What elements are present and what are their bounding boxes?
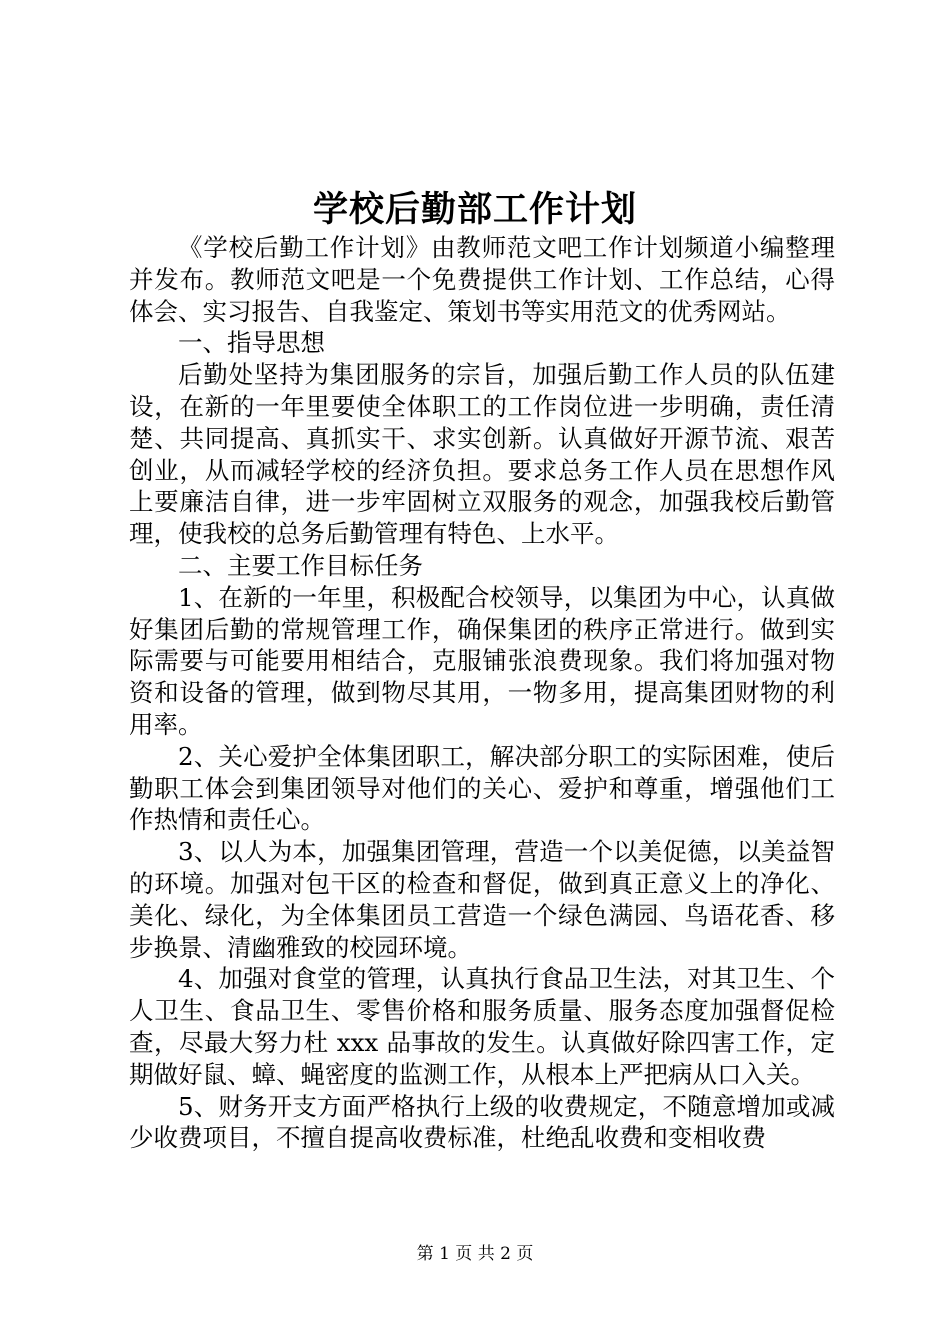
- document-body: [129, 232, 835, 1154]
- section-heading-main-goals: 二、主要工作目标任务: [178, 550, 423, 580]
- body-paragraph-goal-3: 3、以人为本，加强集团管理，营造一个以美促德，以美益智的环境。加强对包干区的检查和督促，做到真正意义上的净化、美化、绿化，为全体集团员工营造一个绿色满园、鸟语花香、移步换景、清幽雅致的校园环境。: [129, 837, 835, 962]
- body-paragraph-goal-2: 2、关心爱护全体集团职工，解决部分职工的实际困难，使后勤职工体会到集团领导对他们的关心、爱护和尊重，增强他们工作热情和责任心。: [129, 741, 835, 835]
- section-heading-guiding-thought: 一、指导思想: [178, 328, 325, 358]
- page-number-footer: 第 1 页 共 2 页: [416, 1244, 534, 1264]
- body-paragraph-goal-1: 1、在新的一年里，积极配合校领导，以集团为中心，认真做好集团后勤的常规管理工作，确保集团的秩序正常进行。做到实际需要与可能要用相结合，克服铺张浪费现象。我们将加强对物资和设备的管理，做到物尽其用，一物多用，提高集团财物的利用率。: [129, 582, 835, 739]
- document-title: 学校后勤部工作计划: [312, 189, 637, 230]
- body-paragraph-goal-5: 5、财务开支方面严格执行上级的收费规定，不随意增加或减少收费项目，不擅自提高收费标准，杜绝乱收费和变相收费: [129, 1091, 835, 1153]
- body-paragraph-goal-4: 4、加强对食堂的管理，认真执行食品卫生法，对其卫生、个人卫生、食品卫生、零售价格和服务质量、服务态度加强督促检查，尽最大努力杜 xxx 品事故的发生。认真做好除四害工作，定期做好鼠、蟑、蝇密度的监测工作，从根本上严把病从口入关。: [129, 964, 835, 1089]
- body-paragraph-intro: 《学校后勤工作计划》由教师范文吧工作计划频道小编整理并发布。教师范文吧是一个免费提供工作计划、工作总结，心得体会、实习报告、自我鉴定、策划书等实用范文的优秀网站。: [129, 233, 835, 326]
- body-paragraph-guiding-thought: 后勤处坚持为集团服务的宗旨，加强后勤工作人员的队伍建设，在新的一年里要使全体职工的工作岗位进一步明确，责任清楚、共同提高、真抓实干、求实创新。认真做好开源节流、艰苦创业，从而减轻学校的经济负担。要求总务工作人员在思想作风上要廉洁自律，进一步牢固树立双服务的观念，加强我校后勤管理，使我校的总务后勤管理有特色、上水平。: [129, 360, 835, 549]
